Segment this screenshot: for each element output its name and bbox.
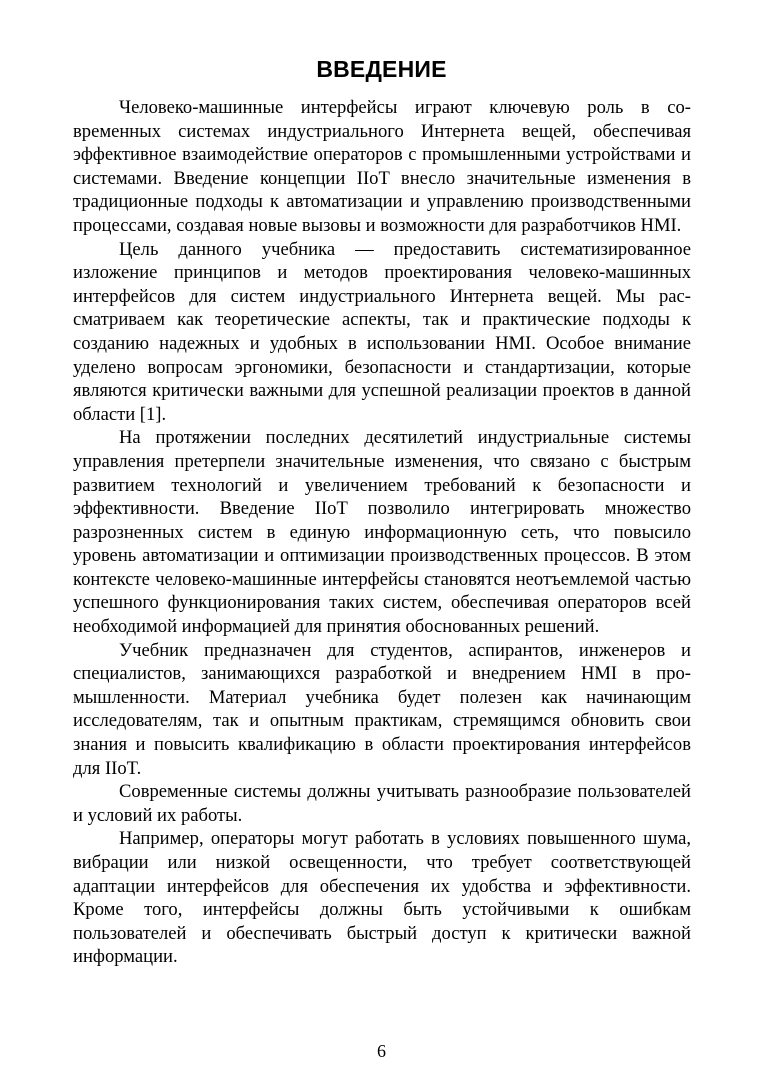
paragraph-4: Учебник предназначен для студентов, аспирантов, инженеров и специалистов, занимающихся разработкой и внедрением HMI в промышленности. Материал учебника будет полезен как начинающим исследователям, так и опытным практикам, стремящимся обновить свои знания и повысить квалификацию в области проектирования интерфейсов для IIoT.: [73, 639, 691, 779]
paragraph-6: Например, операторы могут работать в условиях повышенного шума, вибрации или низкой освещенности, что требует соответствующей адаптации интерфейсов для обеспечения их удобства и эффективности. Кроме того, интерфейсы должны быть устойчивыми к ошибкам пользователей и обеспечивать быстрый доступ к критически важной информации.: [73, 828, 691, 968]
page-number: 6: [377, 1041, 386, 1061]
paragraph-1: Человеко-машинные интерфейсы играют ключевую роль в современных системах индустриального Интернета вещей, обеспечивая эффективное взаимодействие операторов с промышленными устройствами и системами. Введение концепции IIoT внесло значительные изменения в традиционные подходы к автоматизации и управлению производственными процессами, создавая новые вызовы и возможности для разработчиков HMI.: [73, 97, 691, 236]
body-text: [73, 96, 691, 969]
page-title: ВВЕДЕНИЕ: [316, 56, 447, 82]
paragraph-3: На протяжении последних десятилетий индустриальные системы управления претерпели значительные изменения, что связано с быстрым развитием технологий и увеличением требований к безопасности и эффективности. Введение IIoT позволило интегрировать множество разрозненных систем в единую информационную сеть, что повысило уровень автоматизации и оптимизации производственных процессов. В этом контексте человеко-машинные интерфейсы становятся неотъемлемой частью успешного функционирования таких систем, обеспечивая операторов всей необходимой информацией для принятия обоснованных решений.: [73, 427, 691, 638]
paragraph-2: Цель данного учебника — предоставить систематизированное изложение принципов и методов проектирования человеко-машинных интерфейсов для систем индустриального Интернета вещей. Мы рассматриваем как теоретические аспекты, так и практические подходы к созданию надежных и удобных в использовании HMI. Особое внимание уделено вопросам эргономики, безопасности и стандартизации, которые являются критически важными для успешной реализации проектов в данной области [1].: [73, 238, 691, 425]
paragraph-5: Современные системы должны учитывать разнообразие пользователей и условий их работы.: [73, 781, 691, 826]
